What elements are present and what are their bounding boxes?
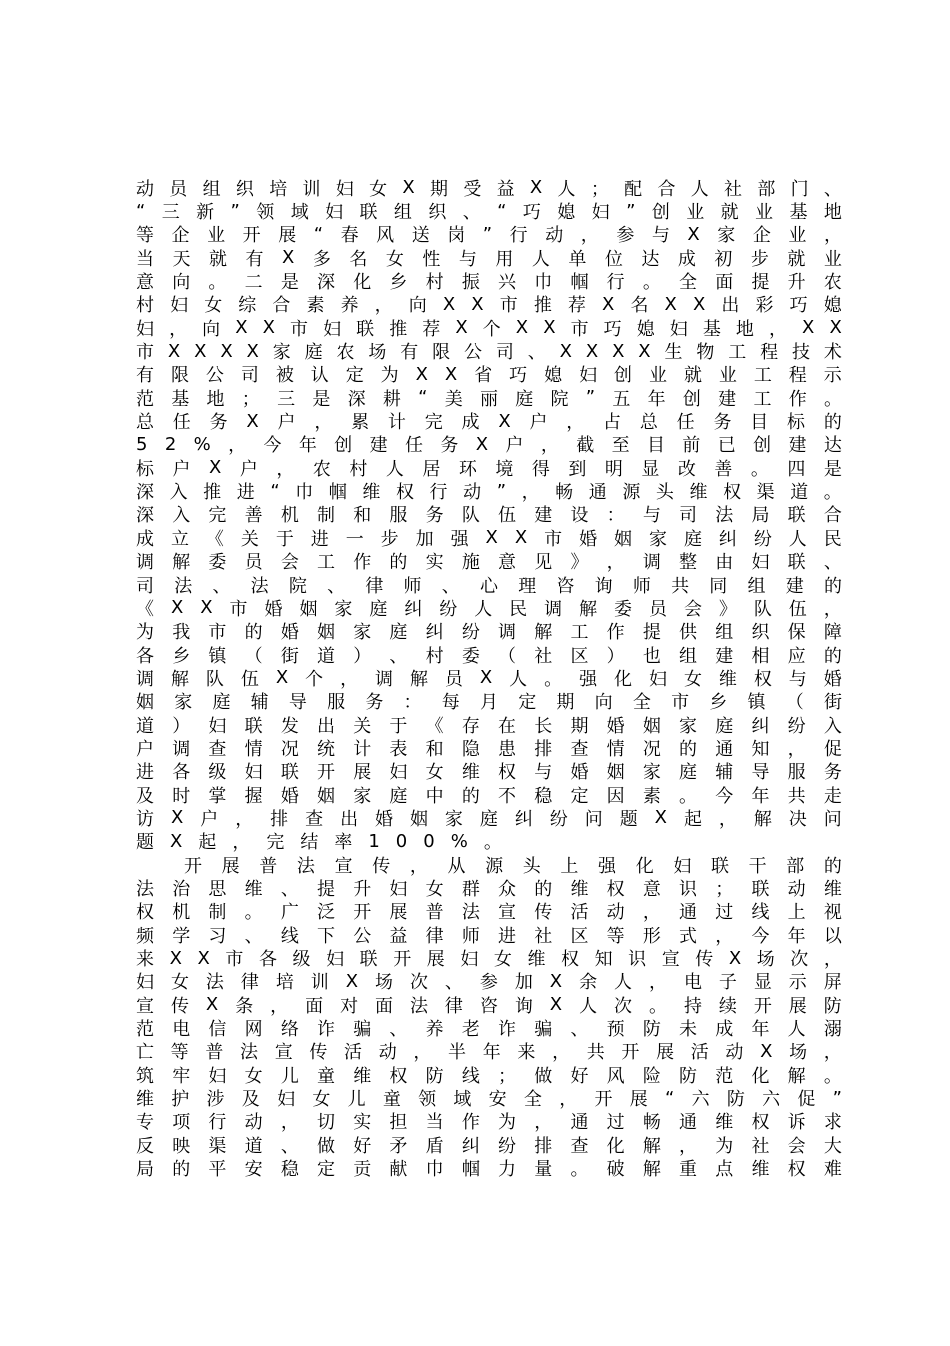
- text-line: 调 解 队 伍 X 个 ， 调 解 员 X 人 。 强 化 妇 女 维 权 与 婚: [136, 667, 842, 690]
- text-line: 村 妇 女 综 合 素 养 ， 向 X X 市 推 荐 X 名 X X 出 彩 巧 媳: [136, 293, 842, 317]
- text-line: 有 限 公 司 被 认 定 为 X X 省 巧 媳 妇 创 业 就 业 工 程 示: [136, 363, 842, 387]
- text-line: 开 展 普 法 宣 传 ， 从 源 头 上 强 化 妇 联 干 部 的: [184, 855, 842, 877]
- text-line: 局 的 平 安 稳 定 贡 献 巾 帼 力 量 。 破 解 重 点 维 权 难: [136, 1159, 842, 1181]
- text-line: 范 电 信 网 络 诈 骗 、 养 老 诈 骗 、 预 防 未 成 年 人 溺: [136, 1019, 842, 1041]
- text-line: 动 员 组 织 培 训 妇 女 X 期 受 益 X 人 ； 配 合 人 社 部 门 、: [136, 177, 842, 200]
- text-line: 妇 ， 向 X X 市 妇 联 推 荐 X 个 X X 市 巧 媳 妇 基 地 ， X X: [136, 317, 842, 340]
- text-line: 户 调 查 情 况 统 计 表 和 隐 患 排 查 情 况 的 通 知 ， 促: [136, 738, 842, 760]
- text-line: 司 法 、 法 院 、 律 师 、 心 理 咨 询 师 共 同 组 建 的: [136, 575, 842, 597]
- text-line: 道 ） 妇 联 发 出 关 于 《 存 在 长 期 婚 姻 家 庭 纠 纷 入: [136, 715, 842, 737]
- text-line: 法 治 思 维 、 提 升 妇 女 群 众 的 维 权 意 识 ； 联 动 维: [136, 878, 842, 900]
- text-line: 筑 牢 妇 女 儿 童 维 权 防 线 ； 做 好 风 险 防 范 化 解 。: [136, 1065, 842, 1087]
- text-line: 专 项 行 动 ， 切 实 担 当 作 为 ， 通 过 畅 通 维 权 诉 求: [136, 1112, 842, 1134]
- text-line: 权 机 制 。 广 泛 开 展 普 法 宣 传 活 动 ， 通 过 线 上 视: [136, 902, 842, 924]
- text-line: 及 时 掌 握 婚 姻 家 庭 中 的 不 稳 定 因 素 。 今 年 共 走: [136, 785, 842, 807]
- text-line: 标 户 X 户 ， 农 村 人 居 环 境 得 到 明 显 改 善 。 四 是: [136, 457, 842, 480]
- text-line: 维 护 涉 及 妇 女 儿 童 领 域 安 全 ， 开 展 “ 六 防 六 促 ”: [136, 1087, 842, 1111]
- text-line: 总 任 务 X 户 ， 累 计 完 成 X 户 ， 占 总 任 务 目 标 的: [136, 410, 842, 434]
- text-line: 亡 等 普 法 宣 传 活 动 ， 半 年 来 ， 共 开 展 活 动 X 场 ，: [136, 1040, 842, 1064]
- text-line: 题 X 起 ， 完 结 率 1 0 0 % 。: [136, 830, 502, 854]
- text-line: 当 天 就 有 X 多 名 女 性 与 用 人 单 位 达 成 初 步 就 业: [136, 247, 842, 270]
- text-line: 妇 女 法 律 培 训 X 场 次 、 参 加 X 余 人 ， 电 子 显 示 屏: [136, 970, 842, 994]
- text-line: 进 各 级 妇 联 开 展 妇 女 维 权 与 婚 姻 家 庭 辅 导 服 务: [136, 762, 842, 784]
- text-line: 宣 传 X 条 ， 面 对 面 法 律 咨 询 X 人 次 。 持 续 开 展 防: [136, 994, 842, 1017]
- text-line: 访 X 户 ， 排 查 出 婚 姻 家 庭 纠 纷 问 题 X 起 ， 解 决 问: [136, 807, 842, 830]
- text-line: 范 基 地 ； 三 是 深 耕 “ 美 丽 庭 院 ” 五 年 创 建 工 作 。: [136, 387, 842, 410]
- text-line: 各 乡 镇 （ 街 道 ） 、 村 委 （ 社 区 ） 也 组 建 相 应 的: [136, 645, 842, 667]
- text-line: 意 向 。 二 是 深 化 乡 村 振 兴 巾 帼 行 。 全 面 提 升 农: [136, 272, 842, 294]
- body-text: [136, 176, 842, 1180]
- text-line: 成 立 《 关 于 进 一 步 加 强 X X 市 婚 姻 家 庭 纠 纷 人 民: [136, 527, 842, 550]
- text-line: 姻 家 庭 辅 导 服 务 ： 每 月 定 期 向 全 市 乡 镇 （ 街: [136, 692, 842, 714]
- text-line: 调 解 委 员 会 工 作 的 实 施 意 见 》 ， 调 整 由 妇 联 、: [136, 552, 842, 574]
- text-line: 5 2 % ， 今 年 创 建 任 务 X 户 ， 截 至 目 前 已 创 建 达: [136, 433, 842, 457]
- text-line: 反 映 渠 道 、 做 好 矛 盾 纠 纷 排 查 化 解 ， 为 社 会 大: [136, 1135, 842, 1157]
- text-line: 《 X X 市 婚 姻 家 庭 纠 纷 人 民 调 解 委 员 会 》 队 伍 ，: [136, 597, 842, 620]
- text-line: 来 X X 市 各 级 妇 联 开 展 妇 女 维 权 知 识 宣 传 X 场 次 ，: [136, 947, 842, 971]
- text-line: 等 企 业 开 展 “ 春 风 送 岗 ” 行 动 ， 参 与 X 家 企 业 ，: [136, 223, 842, 247]
- text-line: 深 入 推 进 “ 巾 帼 维 权 行 动 ” ， 畅 通 源 头 维 权 渠 道 。: [136, 480, 842, 504]
- text-line: 深 入 完 善 机 制 和 服 务 队 伍 建 设 ： 与 司 法 局 联 合: [136, 505, 842, 527]
- text-line: 频 学 习 、 线 下 公 益 律 师 进 社 区 等 形 式 ， 今 年 以: [136, 925, 842, 947]
- text-line: 为 我 市 的 婚 姻 家 庭 纠 纷 调 解 工 作 提 供 组 织 保 障: [136, 622, 842, 644]
- text-line: “ 三 新 ” 领 域 妇 联 组 织 、 “ 巧 媳 妇 ” 创 业 就 业 基 地: [136, 200, 842, 224]
- text-line: 市 X X X X 家 庭 农 场 有 限 公 司 、 X X X X 生 物 工 程 技 术: [136, 340, 842, 364]
